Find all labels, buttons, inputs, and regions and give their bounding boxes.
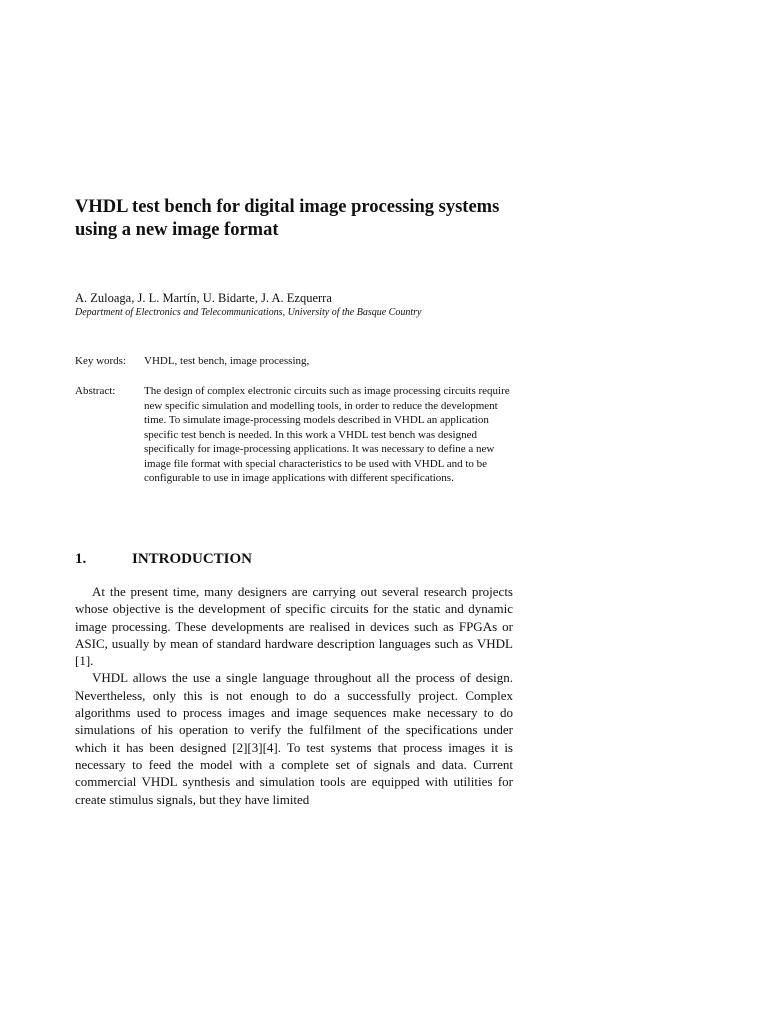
section-title: INTRODUCTION [132, 551, 253, 567]
abstract-label: Abstract: [75, 385, 116, 397]
keywords-label: Key words: [75, 355, 127, 367]
author-list: A. Zuloaga, J. L. Martín, U. Bidarte, J. A. Ezquerra [75, 291, 332, 305]
section-number: 1. [75, 551, 87, 567]
paper-title: VHDL test bench for digital image processing systems using a new image format [75, 197, 500, 240]
body-paragraph: At the present time, many designers are carrying out several research projects whose objective is the development of specific circuits for the static and dynamic image processing. These developments are realised in devices such as FPGAs or ASIC, usually by mean of standard hardware description languages such as VHDL [1]. [75, 584, 513, 669]
abstract-text: The design of complex electronic circuits such as image processing circuits require new specific simulation and modelling tools, in order to reduce the development time. To simulate image-processing models described in VHDL an application specific test bench is needed. In this work a VHDL test bench was designed specifically for image-processing applications. It was necessary to define a new image file format with special characteristics to be used with VHDL and to be configurable to use in image applications with different specifications. [144, 385, 510, 484]
body-paragraph: VHDL allows the use a single language throughout all the process of design. Nevertheless, only this is not enough to do a successfully project. Complex algorithms used to process images and image sequences make necessary to do simulations of his operation to verify the fulfilment of the specifications under which it has been designed [2][3][4]. To test systems that process images it is necessary to feed the model with a complete set of signals and data. Current commercial VHDL synthesis and simulation tools are equipped with utilities for create stimulus signals, but they have limited [75, 670, 513, 807]
keywords-value: VHDL, test bench, image processing, [144, 355, 310, 367]
section-body [75, 583, 513, 808]
section-heading [75, 550, 252, 568]
affiliation: Department of Electronics and Telecommunications, University of the Basque Country [75, 307, 422, 318]
